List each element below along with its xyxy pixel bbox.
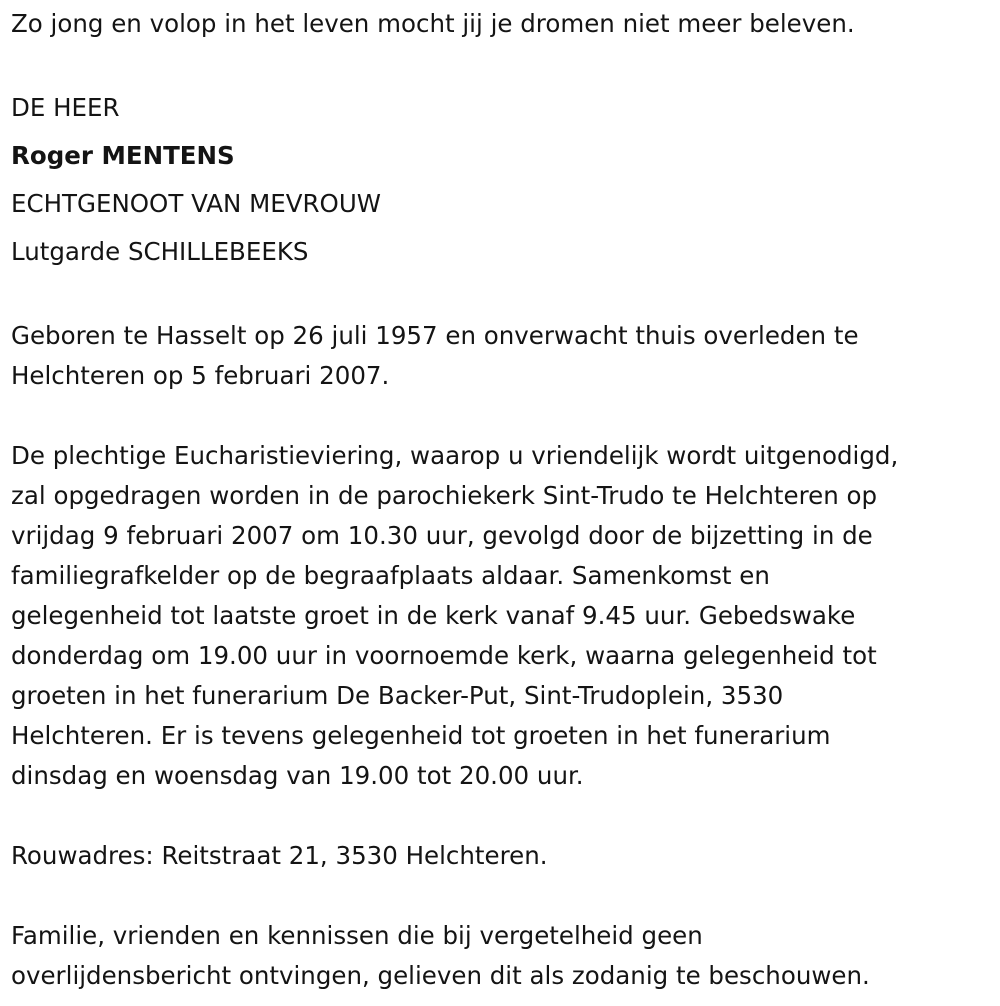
deceased-name: Roger MENTENS (11, 141, 235, 170)
ceremony-line: donderdag om 19.00 uur in voornoemde kerk, waarna gelegenheid tot (11, 641, 877, 670)
spacer (11, 44, 996, 84)
ceremony-line: De plechtige Eucharistieviering, waarop u vriendelijk wordt uitgenodigd, (11, 441, 899, 470)
closing-line: Familie, vrienden en kennissen die bij vergetelheid geen (11, 921, 703, 950)
spacer (11, 876, 996, 916)
ceremony-line: groeten in het funerarium De Backer-Put, Sint-Trudoplein, 3530 (11, 681, 784, 710)
spacer (11, 796, 996, 836)
ceremony-line: familiegrafkelder op de begraafplaats aldaar. Samenkomst en (11, 561, 770, 590)
spacer (11, 396, 996, 436)
birth-death-line: Geboren te Hasselt op 26 juli 1957 en onverwacht thuis overleden te (11, 321, 859, 350)
ceremony-line: zal opgedragen worden in de parochiekerk Sint-Trudo te Helchteren op (11, 481, 878, 510)
title-line: DE HEER (11, 93, 120, 122)
obituary-notice (11, 4, 996, 996)
closing-line: overlijdensbericht ontvingen, gelieven dit als zodanig te beschouwen. (11, 961, 870, 990)
opening-line: Zo jong en volop in het leven mocht jij je dromen niet meer beleven. (11, 9, 855, 38)
ceremony-line: dinsdag en woensdag van 19.00 tot 20.00 uur. (11, 761, 584, 790)
spouse-name: Lutgarde SCHILLEBEEKS (11, 237, 309, 266)
ceremony-line: gelegenheid tot laatste groet in de kerk vanaf 9.45 uur. Gebedswake (11, 601, 856, 630)
spouse-label: ECHTGENOOT VAN MEVROUW (11, 189, 382, 218)
birth-death-line: Helchteren op 5 februari 2007. (11, 361, 390, 390)
ceremony-line: Helchteren. Er is tevens gelegenheid tot groeten in het funerarium (11, 721, 831, 750)
ceremony-line: vrijdag 9 februari 2007 om 10.30 uur, gevolgd door de bijzetting in de (11, 521, 873, 550)
spacer (11, 276, 996, 316)
mourning-address: Rouwadres: Reitstraat 21, 3530 Helchteren. (11, 841, 548, 870)
